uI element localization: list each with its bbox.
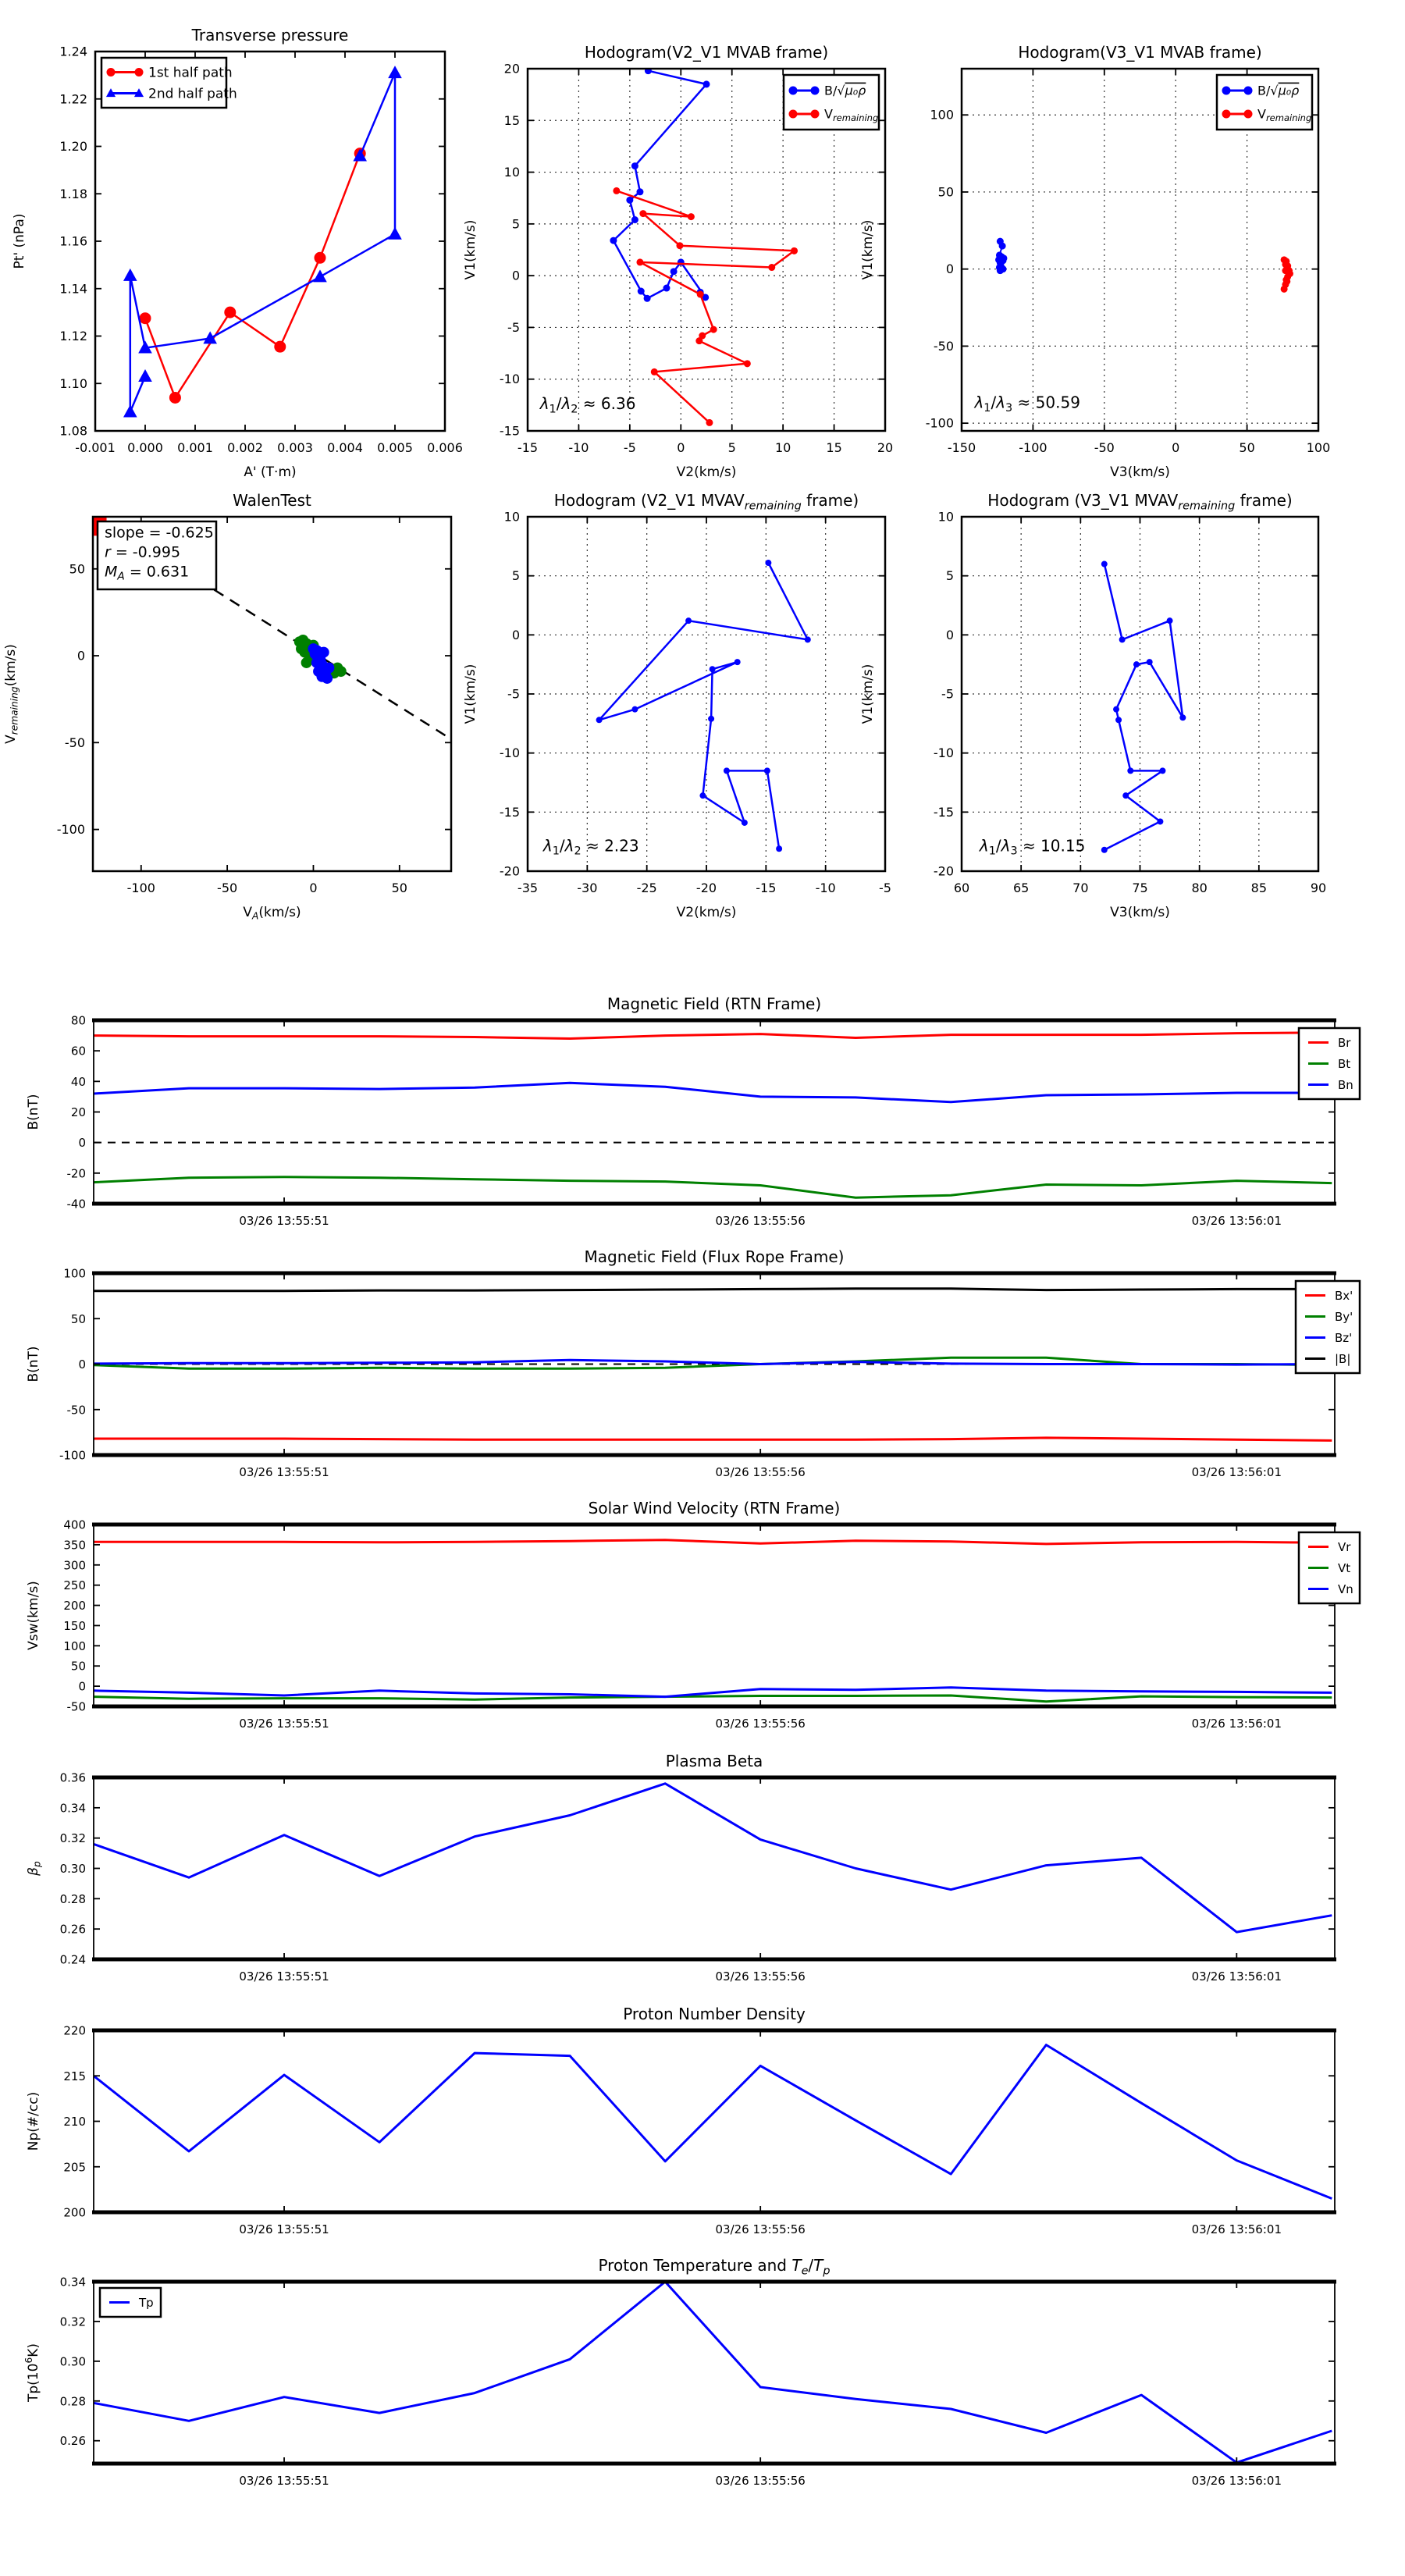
- data-point: [631, 216, 638, 223]
- data-point: [1122, 792, 1129, 799]
- legend-label: Bx': [1335, 1288, 1353, 1303]
- data-point: [318, 647, 329, 658]
- data-point: [703, 80, 710, 87]
- y-axis-label: V1(km/s): [463, 664, 478, 724]
- data-point: [724, 767, 730, 774]
- y-tick-label: 20: [70, 1105, 86, 1119]
- data-point: [169, 392, 181, 404]
- x-tick-label: 85: [1250, 881, 1268, 895]
- x-axis-label: V2(km/s): [676, 464, 737, 480]
- x-tick-label: 0.003: [277, 440, 313, 455]
- data-point: [1179, 714, 1186, 720]
- y-tick-label: 220: [63, 2023, 86, 2038]
- legend-label: B/√μ₀ρ: [1257, 83, 1300, 98]
- y-tick-label: 0: [945, 262, 954, 277]
- x-tick-label: -100: [126, 881, 155, 895]
- chart-hodogram-v2v1-mvav: [463, 491, 891, 920]
- data-point: [710, 666, 716, 672]
- y-axis-label: B(nT): [26, 1094, 41, 1130]
- data-point: [699, 792, 706, 799]
- y-tick-label: -100: [925, 415, 954, 431]
- y-tick-label: -40: [66, 1197, 86, 1212]
- x-tick-label: 20: [877, 440, 894, 455]
- chart-title: Solar Wind Velocity (RTN Frame): [588, 1499, 841, 1517]
- y-tick-label: 0.26: [59, 2434, 86, 2449]
- x-tick-label: 0.001: [177, 440, 213, 455]
- chart-hodogram-v2v1-mvab: [463, 43, 893, 480]
- y-tick-label: -50: [933, 338, 954, 354]
- y-tick-label: 1.12: [59, 329, 87, 343]
- y-tick-label: 5: [945, 568, 954, 584]
- chart-hodogram-v3v1-mvab: [860, 43, 1330, 480]
- y-tick-label: 0: [76, 648, 85, 664]
- x-tick-label: 03/26 13:56:01: [1191, 1969, 1282, 1984]
- x-tick-label: -15: [517, 440, 539, 455]
- data-point: [811, 110, 820, 119]
- plot-area: [94, 1777, 1335, 1959]
- chart-mag-rtn: [26, 994, 1360, 1228]
- y-tick-label: -5: [507, 319, 520, 335]
- data-point: [1244, 110, 1253, 119]
- plot-area: [94, 1525, 1335, 1706]
- x-tick-label: 03/26 13:56:01: [1191, 1717, 1282, 1731]
- x-tick-label: -10: [568, 440, 589, 455]
- chart-proton-density: [26, 2005, 1336, 2236]
- data-point: [651, 368, 658, 375]
- legend-label: Vr: [1338, 1539, 1351, 1554]
- data-point: [613, 187, 620, 194]
- data-point: [322, 673, 333, 684]
- data-point: [639, 210, 646, 217]
- y-tick-label: 0.32: [59, 1831, 86, 1846]
- data-point: [636, 188, 643, 195]
- chart-title: Hodogram(V2_V1 MVAB frame): [584, 43, 829, 62]
- y-axis-label: V1(km/s): [463, 219, 478, 280]
- data-point: [789, 87, 798, 95]
- chart-title: Proton Temperature and $T_e/T_p$: [598, 2256, 831, 2278]
- x-tick-label: 65: [1012, 881, 1030, 895]
- legend-label: Br: [1338, 1035, 1351, 1050]
- x-tick-label: -5: [879, 881, 891, 895]
- x-tick-label: 03/26 13:55:51: [239, 2474, 329, 2488]
- y-tick-label: 0.28: [59, 1891, 86, 1906]
- data-point: [224, 307, 236, 318]
- data-point: [1113, 706, 1119, 713]
- annotation: $\lambda_1/\lambda_3 \approx 10.15$: [979, 836, 1086, 858]
- data-point: [811, 87, 820, 95]
- data-point: [765, 560, 771, 566]
- chart-title: Hodogram (V3_V1 $MVAV_{remaining}$ frame): [987, 491, 1293, 513]
- data-point: [998, 256, 1005, 263]
- x-tick-label: -35: [517, 881, 539, 895]
- data-point: [999, 243, 1006, 250]
- x-tick-label: 03/26 13:56:01: [1191, 2222, 1282, 2236]
- data-point: [631, 706, 638, 713]
- y-tick-label: 0.24: [59, 1952, 86, 1967]
- annotation-line: r = -0.995: [105, 543, 181, 561]
- data-point: [708, 716, 714, 722]
- x-tick-label: 03/26 13:55:56: [715, 2222, 806, 2236]
- x-tick-label: 03/26 13:56:01: [1191, 2474, 1282, 2488]
- annotation: $\lambda_1/\lambda_2 \approx 2.23$: [542, 836, 639, 858]
- y-tick-label: 0.34: [59, 2275, 86, 2290]
- legend-label: 1st half path: [148, 65, 233, 81]
- chart-title: Transverse pressure: [191, 26, 349, 44]
- x-tick-label: 15: [826, 440, 842, 455]
- y-tick-label: 0.30: [59, 2354, 86, 2369]
- chart-title: Hodogram (V2_V1 $MVAV_{remaining}$ frame): [553, 491, 859, 513]
- data-point: [610, 237, 617, 244]
- x-axis-label: V3(km/s): [1110, 905, 1170, 920]
- chart-mag-fluxrope: [26, 1247, 1360, 1479]
- y-tick-label: 50: [70, 1311, 86, 1326]
- data-point: [140, 312, 151, 324]
- y-tick-label: 0.32: [59, 2314, 86, 2329]
- y-tick-label: 10: [503, 165, 520, 180]
- data-point: [315, 252, 326, 264]
- y-tick-label: -15: [933, 804, 954, 820]
- y-axis-label: V1(km/s): [860, 219, 876, 280]
- x-tick-label: 03/26 13:55:51: [239, 1717, 329, 1731]
- y-tick-label: 1.24: [59, 44, 87, 59]
- legend: [1299, 1028, 1360, 1099]
- y-tick-label: -15: [499, 804, 520, 820]
- y-tick-label: 1.08: [59, 423, 87, 439]
- y-tick-label: 1.14: [59, 281, 87, 297]
- x-tick-label: 03/26 13:55:51: [239, 2222, 329, 2236]
- y-axis-label: $\beta_p$: [26, 1861, 43, 1876]
- y-tick-label: 15: [503, 112, 520, 128]
- data-point: [1127, 767, 1133, 774]
- data-point: [135, 68, 144, 76]
- x-tick-label: -0.001: [75, 440, 116, 455]
- y-tick-label: 1.20: [59, 139, 87, 154]
- data-point: [638, 288, 645, 295]
- data-point: [1222, 110, 1231, 119]
- y-tick-label: 0: [511, 627, 520, 642]
- y-tick-label: 50: [69, 561, 85, 577]
- y-tick-label: -50: [66, 1403, 86, 1418]
- data-point: [274, 341, 286, 353]
- data-point: [1286, 267, 1293, 274]
- y-tick-label: -100: [59, 1448, 86, 1463]
- x-tick-label: 03/26 13:55:56: [715, 1465, 806, 1479]
- x-tick-label: 03/26 13:56:01: [1191, 1465, 1282, 1479]
- y-tick-label: 0: [78, 1357, 86, 1372]
- annotation: $\lambda_1/\lambda_2 \approx 6.36$: [539, 394, 636, 416]
- y-tick-label: 50: [937, 184, 954, 200]
- x-tick-label: 03/26 13:56:01: [1191, 1214, 1282, 1228]
- annotation-line: $M_A = 0.631$: [105, 563, 190, 583]
- data-point: [107, 68, 116, 76]
- data-point: [1244, 87, 1253, 95]
- data-point: [631, 162, 638, 169]
- chart-vsw-rtn: [26, 1499, 1360, 1731]
- x-tick-label: 100: [1306, 440, 1331, 455]
- chart-walen-test: [3, 491, 451, 922]
- chart-title: Plasma Beta: [665, 1752, 763, 1770]
- chart-title: Proton Number Density: [623, 2005, 806, 2023]
- data-point: [776, 845, 782, 852]
- x-tick-label: -15: [756, 881, 777, 895]
- chart-title: Hodogram(V3_V1 MVAB frame): [1018, 43, 1262, 62]
- data-point: [685, 617, 692, 624]
- plot-area: [94, 2282, 1335, 2464]
- y-tick-label: 50: [70, 1659, 86, 1674]
- y-tick-label: 1.10: [59, 375, 87, 391]
- y-tick-label: 60: [70, 1044, 86, 1059]
- y-axis-label: V1(km/s): [860, 664, 876, 724]
- y-tick-label: -10: [499, 372, 520, 387]
- data-point: [695, 337, 702, 344]
- legend-label: 2nd half path: [148, 86, 237, 102]
- legend: [1217, 75, 1312, 130]
- data-point: [676, 242, 683, 249]
- legend-label: Vn: [1338, 1582, 1353, 1596]
- chart-proton-temp: [23, 2256, 1336, 2488]
- data-point: [1101, 561, 1108, 568]
- y-axis-label: $Tp(10^6K)$: [23, 2343, 41, 2402]
- y-tick-label: 40: [70, 1074, 86, 1089]
- x-tick-label: 0.005: [377, 440, 413, 455]
- chart-transverse-pressure: [12, 26, 463, 480]
- x-tick-label: 10: [774, 440, 791, 455]
- data-point: [791, 247, 798, 254]
- data-point: [596, 717, 603, 723]
- x-tick-label: 03/26 13:55:51: [239, 1465, 329, 1479]
- y-tick-label: 0.28: [59, 2394, 86, 2409]
- chart-title: WalenTest: [233, 491, 311, 510]
- x-tick-label: 5: [727, 440, 736, 455]
- data-point: [768, 264, 775, 271]
- x-tick-label: 0: [677, 440, 685, 455]
- y-tick-label: 200: [63, 2205, 86, 2220]
- y-tick-label: 5: [511, 216, 520, 232]
- y-tick-label: 0: [78, 1136, 86, 1151]
- y-tick-label: -50: [64, 735, 85, 750]
- legend-label: $V_{remaining}$: [824, 106, 879, 124]
- y-tick-label: 1.18: [59, 186, 87, 201]
- y-tick-label: 0.36: [59, 1770, 86, 1785]
- chart-plasma-beta: [26, 1752, 1336, 1984]
- y-tick-label: -100: [56, 822, 85, 838]
- x-tick-label: -50: [1094, 440, 1115, 455]
- legend-label: Bz': [1335, 1330, 1353, 1345]
- y-tick-label: 0: [945, 627, 954, 642]
- y-tick-label: 0.30: [59, 1862, 86, 1876]
- data-point: [301, 657, 312, 668]
- legend: [101, 58, 237, 108]
- legend-label: Tp: [139, 2295, 154, 2310]
- y-tick-label: 200: [63, 1599, 86, 1614]
- y-tick-label: 10: [503, 509, 520, 525]
- x-tick-label: 03/26 13:55:56: [715, 2474, 806, 2488]
- data-point: [697, 291, 704, 298]
- y-tick-label: 0.26: [59, 1922, 86, 1937]
- y-tick-label: -15: [499, 423, 520, 439]
- x-tick-label: 03/26 13:55:56: [715, 1717, 806, 1731]
- y-tick-label: -50: [66, 1699, 86, 1714]
- y-tick-label: -5: [507, 686, 520, 702]
- legend: [784, 75, 879, 130]
- legend-label: $V_{remaining}$: [1257, 106, 1312, 124]
- chart-title: Magnetic Field (Flux Rope Frame): [584, 1247, 845, 1266]
- y-tick-label: 100: [63, 1266, 86, 1281]
- data-point: [1222, 87, 1231, 95]
- y-tick-label: 0: [78, 1679, 86, 1694]
- y-tick-label: -10: [499, 745, 520, 761]
- x-axis-label: A' (T·m): [244, 464, 297, 480]
- x-tick-label: 03/26 13:55:51: [239, 1969, 329, 1984]
- annotation: $\lambda_1/\lambda_3 \approx 50.59$: [974, 393, 1080, 415]
- data-point: [1115, 717, 1122, 723]
- y-tick-label: 80: [70, 1013, 86, 1028]
- legend-label: Vt: [1338, 1560, 1351, 1575]
- legend-label: |B|: [1335, 1351, 1351, 1366]
- x-tick-label: 03/26 13:55:56: [715, 1214, 806, 1228]
- data-point: [626, 197, 633, 204]
- data-point: [789, 110, 798, 119]
- y-tick-label: 350: [63, 1538, 86, 1553]
- x-tick-label: -10: [815, 881, 836, 895]
- legend: [1299, 1532, 1360, 1603]
- x-tick-label: 60: [953, 881, 970, 895]
- y-tick-label: -10: [933, 745, 954, 761]
- legend-label: Bn: [1338, 1077, 1353, 1092]
- legend: [100, 2288, 161, 2317]
- x-tick-label: -20: [695, 881, 717, 895]
- data-point: [688, 213, 695, 220]
- x-tick-label: -50: [217, 881, 238, 895]
- x-tick-label: 03/26 13:55:56: [715, 1969, 806, 1984]
- data-point: [710, 326, 717, 333]
- x-tick-label: 03/26 13:55:51: [239, 1214, 329, 1228]
- y-tick-label: -20: [499, 863, 520, 879]
- y-tick-label: 205: [63, 2160, 86, 2175]
- y-tick-label: 0: [511, 268, 520, 283]
- x-axis-label: V3(km/s): [1110, 464, 1170, 480]
- x-tick-label: 0.002: [227, 440, 263, 455]
- data-point: [1147, 659, 1153, 665]
- y-tick-label: 0.34: [59, 1801, 86, 1816]
- y-tick-label: 100: [930, 107, 954, 123]
- chart-title: Magnetic Field (RTN Frame): [606, 994, 822, 1013]
- plot-area: [94, 2030, 1335, 2212]
- x-tick-label: 0.004: [327, 440, 363, 455]
- data-point: [644, 295, 651, 302]
- data-point: [323, 663, 334, 674]
- y-tick-label: -5: [941, 686, 954, 702]
- data-point: [744, 360, 751, 367]
- x-tick-label: 75: [1132, 881, 1148, 895]
- y-tick-label: 20: [503, 61, 520, 76]
- y-axis-label: Pt' (nPa): [12, 213, 27, 269]
- x-tick-label: 50: [1239, 440, 1255, 455]
- y-tick-label: 210: [63, 2115, 86, 2129]
- data-point: [1101, 847, 1108, 853]
- y-axis-label: Vsw(km/s): [26, 1581, 41, 1650]
- x-axis-label: V2(km/s): [676, 905, 737, 920]
- chart-hodogram-v3v1-mvav: [860, 491, 1326, 920]
- x-tick-label: 50: [391, 881, 407, 895]
- x-tick-label: 80: [1191, 881, 1208, 895]
- x-tick-label: 90: [1310, 881, 1327, 895]
- data-point: [1167, 617, 1173, 624]
- data-point: [636, 258, 643, 265]
- data-point: [1119, 636, 1126, 642]
- annotation-line: slope = -0.625: [105, 524, 214, 542]
- y-tick-label: 250: [63, 1578, 86, 1593]
- y-axis-label: B(nT): [26, 1346, 41, 1382]
- data-point: [1281, 286, 1288, 293]
- data-point: [742, 820, 748, 826]
- y-tick-label: 300: [63, 1558, 86, 1573]
- y-tick-label: -20: [66, 1166, 86, 1181]
- y-tick-label: 1.16: [59, 233, 87, 249]
- x-tick-label: 0: [1172, 440, 1180, 455]
- legend: [1296, 1281, 1360, 1373]
- legend-label: By': [1335, 1309, 1353, 1324]
- x-tick-label: 0.000: [127, 440, 163, 455]
- legend-label: Bt: [1338, 1056, 1351, 1071]
- x-tick-label: 70: [1072, 881, 1089, 895]
- y-tick-label: -20: [933, 863, 954, 879]
- y-tick-label: 5: [511, 568, 520, 584]
- x-tick-label: -30: [577, 881, 598, 895]
- legend-label: B/√μ₀ρ: [824, 83, 866, 98]
- y-tick-label: 1.22: [59, 91, 87, 107]
- x-tick-label: 0.006: [427, 440, 463, 455]
- y-axis-label: Np(#/cc): [26, 2091, 41, 2151]
- data-point: [764, 767, 770, 774]
- data-point: [805, 636, 811, 642]
- x-tick-label: -25: [636, 881, 657, 895]
- data-point: [997, 267, 1004, 274]
- x-tick-label: -150: [947, 440, 976, 455]
- y-axis-label: $V_{remaining}(km/s)$: [3, 644, 20, 744]
- x-tick-label: -100: [1019, 440, 1048, 455]
- y-tick-label: 400: [63, 1517, 86, 1532]
- data-point: [706, 419, 713, 426]
- x-tick-label: -5: [623, 440, 636, 455]
- y-tick-label: 100: [63, 1638, 86, 1653]
- y-tick-label: 150: [63, 1618, 86, 1633]
- y-tick-label: 10: [937, 509, 954, 525]
- x-tick-label: 0: [309, 881, 318, 895]
- data-point: [735, 659, 741, 665]
- x-axis-label: $V_A(km/s)$: [243, 905, 301, 922]
- data-point: [1157, 818, 1163, 824]
- data-point: [663, 285, 670, 292]
- data-point: [1159, 767, 1165, 774]
- data-point: [670, 268, 678, 275]
- y-tick-label: 215: [63, 2069, 86, 2083]
- data-point: [1133, 661, 1140, 667]
